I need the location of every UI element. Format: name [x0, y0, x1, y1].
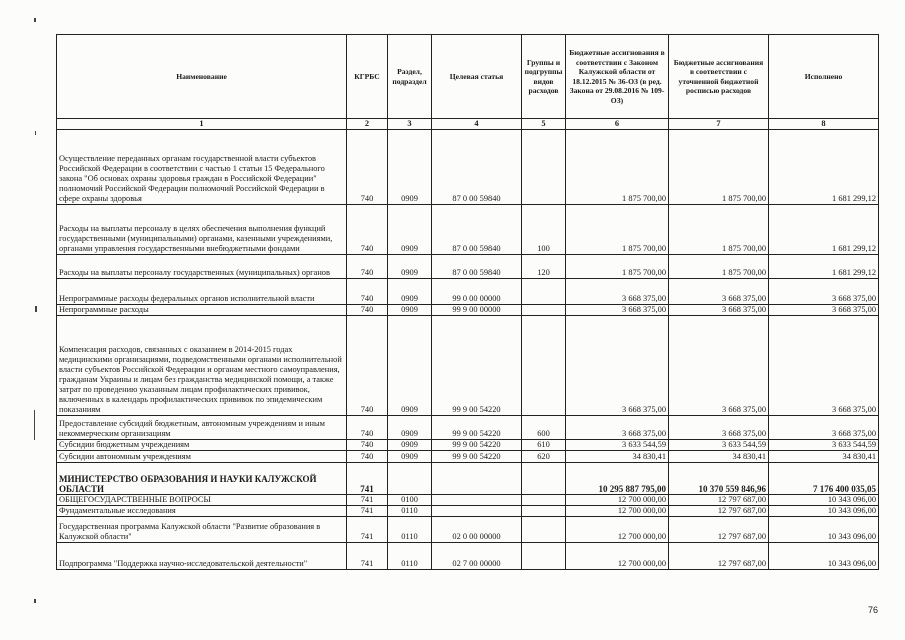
row-target: 99 9 00 54220 [432, 416, 522, 440]
row-law: 10 295 887 795,00 [566, 463, 669, 495]
row-section: 0909 [388, 205, 432, 255]
row-group [522, 543, 566, 570]
col-header-updated: Бюджетные ассигнования в соответствии с уточненной бюджетной росписью расходов [669, 35, 769, 119]
row-law: 1 875 700,00 [566, 130, 669, 205]
row-executed: 1 681 299,12 [769, 205, 879, 255]
row-updated: 1 875 700,00 [669, 130, 769, 205]
row-executed: 10 343 096,00 [769, 506, 879, 517]
row-law: 3 668 375,00 [566, 316, 669, 416]
col-header-law: Бюджетные ассигнования в соответствии с Законом Калужской области от 18.12.2015 № 36-ОЗ (в ред. Закона от 29.08.2016 № 109-ОЗ) [566, 35, 669, 119]
column-number: 7 [669, 119, 769, 130]
row-group [522, 463, 566, 495]
row-name: Расходы на выплаты персоналу в целях обеспечения выполнения функций государственными (муниципальными) органами, казенными учреждениями, органами управления государственными внебюджетными фондами [57, 205, 347, 255]
row-kgrbs: 740 [347, 416, 388, 440]
row-law: 12 700 000,00 [566, 506, 669, 517]
row-section: 0909 [388, 451, 432, 463]
row-target: 87 0 00 59840 [432, 205, 522, 255]
table-row [57, 543, 879, 570]
row-law: 3 668 375,00 [566, 416, 669, 440]
row-section: 0909 [388, 255, 432, 279]
row-name: Подпрограмма "Поддержка научно-исследовательской деятельности" [57, 543, 347, 570]
row-group: 120 [522, 255, 566, 279]
table-row [57, 495, 879, 506]
table-row [57, 506, 879, 517]
row-law: 3 668 375,00 [566, 279, 669, 305]
row-target: 99 9 00 54220 [432, 440, 522, 451]
row-kgrbs: 740 [347, 451, 388, 463]
row-updated: 3 668 375,00 [669, 416, 769, 440]
row-executed: 10 343 096,00 [769, 543, 879, 570]
row-target: 87 0 00 59840 [432, 255, 522, 279]
table-row [57, 316, 879, 416]
row-name: Государственная программа Калужской области "Развитие образования в Калужской области" [57, 517, 347, 543]
row-executed: 7 176 400 035,05 [769, 463, 879, 495]
table-row [57, 451, 879, 463]
row-executed: 1 681 299,12 [769, 130, 879, 205]
row-group: 610 [522, 440, 566, 451]
row-name: Компенсация расходов, связанных с оказанием в 2014-2015 годах медицинскими организациями, подведомственными органами исполнительной власти субъектов Российской Федерации и органам местного самоуправления, гражданам Украины и лицам без гражданства медицинской помощи, а также затрат по проведению указанным лицам профилактических прививок, включенных в календарь профилактических прививок по эпидемическим показаниям [57, 316, 347, 416]
row-section: 0909 [388, 416, 432, 440]
row-updated: 3 633 544,59 [669, 440, 769, 451]
row-target: 99 9 00 54220 [432, 316, 522, 416]
scan-mark [35, 306, 37, 312]
row-updated: 1 875 700,00 [669, 255, 769, 279]
row-kgrbs: 741 [347, 463, 388, 495]
table-row [57, 463, 879, 495]
row-kgrbs: 740 [347, 279, 388, 305]
row-name: МИНИСТЕРСТВО ОБРАЗОВАНИЯ И НАУКИ КАЛУЖСКОЙ ОБЛАСТИ [57, 463, 347, 495]
row-target: 99 9 00 00000 [432, 305, 522, 316]
col-header-groups: Группы и подгруппы видов расходов [522, 35, 566, 119]
row-section: 0909 [388, 279, 432, 305]
page-number: 76 [868, 605, 879, 615]
row-updated: 3 668 375,00 [669, 279, 769, 305]
row-kgrbs: 740 [347, 305, 388, 316]
row-section: 0110 [388, 543, 432, 570]
row-law: 1 875 700,00 [566, 205, 669, 255]
row-section: 0110 [388, 517, 432, 543]
row-group [522, 506, 566, 517]
table-row [57, 517, 879, 543]
row-target [432, 506, 522, 517]
row-target: 02 0 00 00000 [432, 517, 522, 543]
row-executed: 10 343 096,00 [769, 495, 879, 506]
row-updated: 3 668 375,00 [669, 316, 769, 416]
row-name: Субсидии автономным учреждениям [57, 451, 347, 463]
row-kgrbs: 740 [347, 205, 388, 255]
row-kgrbs: 740 [347, 255, 388, 279]
column-number: 4 [432, 119, 522, 130]
col-header-kgrbs: КГРБС [347, 35, 388, 119]
row-section: 0909 [388, 440, 432, 451]
row-updated: 12 797 687,00 [669, 506, 769, 517]
column-number: 1 [57, 119, 347, 130]
row-name: Осуществление переданных органам государственной власти субъектов Российской Федерации в соответствии с частью 1 статьи 15 Федерального закона "Об основах охраны здоровья граждан в Российской Федерации" полномочий Российской Федерации полномочий Российской Федерации в сфере охраны здоровья [57, 130, 347, 205]
column-number: 2 [347, 119, 388, 130]
row-updated: 10 370 559 846,96 [669, 463, 769, 495]
row-executed: 3 668 375,00 [769, 416, 879, 440]
row-name: Расходы на выплаты персоналу государственных (муниципальных) органов [57, 255, 347, 279]
row-executed: 3 668 375,00 [769, 279, 879, 305]
row-updated: 12 797 687,00 [669, 495, 769, 506]
row-name: Непрограммные расходы [57, 305, 347, 316]
table-row [57, 416, 879, 440]
row-kgrbs: 740 [347, 130, 388, 205]
column-number-row [57, 119, 879, 130]
row-name: Предоставление субсидий бюджетным, автономным учреждениям и иным некоммерческим организациям [57, 416, 347, 440]
row-section: 0110 [388, 506, 432, 517]
row-name: ОБЩЕГОСУДАРСТВЕННЫЕ ВОПРОСЫ [57, 495, 347, 506]
row-kgrbs: 741 [347, 543, 388, 570]
col-header-target: Целевая статья [432, 35, 522, 119]
row-kgrbs: 741 [347, 495, 388, 506]
row-target: 99 0 00 00000 [432, 279, 522, 305]
row-kgrbs: 741 [347, 506, 388, 517]
row-kgrbs: 741 [347, 517, 388, 543]
row-section: 0100 [388, 495, 432, 506]
row-law: 3 633 544,59 [566, 440, 669, 451]
scan-mark [34, 18, 36, 22]
table-row [57, 130, 879, 205]
row-name: Непрограммные расходы федеральных органов исполнительной власти [57, 279, 347, 305]
row-kgrbs: 740 [347, 440, 388, 451]
row-group [522, 517, 566, 543]
row-executed: 3 633 544,59 [769, 440, 879, 451]
row-updated: 12 797 687,00 [669, 543, 769, 570]
col-header-executed: Исполнено [769, 35, 879, 119]
row-executed: 3 668 375,00 [769, 316, 879, 416]
scan-mark [35, 131, 36, 135]
row-executed: 34 830,41 [769, 451, 879, 463]
row-group [522, 279, 566, 305]
row-target [432, 463, 522, 495]
budget-table [56, 34, 879, 570]
row-group [522, 305, 566, 316]
row-group: 100 [522, 205, 566, 255]
row-target: 02 7 00 00000 [432, 543, 522, 570]
col-header-name: Наименование [57, 35, 347, 119]
table-row [57, 255, 879, 279]
row-kgrbs: 740 [347, 316, 388, 416]
row-executed: 1 681 299,12 [769, 255, 879, 279]
scan-mark [34, 599, 36, 603]
row-law: 12 700 000,00 [566, 517, 669, 543]
row-target [432, 495, 522, 506]
row-target: 87 0 00 59840 [432, 130, 522, 205]
column-number: 6 [566, 119, 669, 130]
row-law: 34 830,41 [566, 451, 669, 463]
table-row [57, 205, 879, 255]
row-updated: 3 668 375,00 [669, 305, 769, 316]
scan-mark [34, 410, 35, 440]
row-updated: 34 830,41 [669, 451, 769, 463]
row-updated: 12 797 687,00 [669, 517, 769, 543]
row-law: 12 700 000,00 [566, 495, 669, 506]
row-section [388, 463, 432, 495]
column-number: 5 [522, 119, 566, 130]
row-section: 0909 [388, 130, 432, 205]
table-header-row [57, 35, 879, 119]
row-group: 600 [522, 416, 566, 440]
row-law: 1 875 700,00 [566, 255, 669, 279]
row-law: 12 700 000,00 [566, 543, 669, 570]
table-row [57, 305, 879, 316]
row-group [522, 316, 566, 416]
row-executed: 10 343 096,00 [769, 517, 879, 543]
row-law: 3 668 375,00 [566, 305, 669, 316]
row-section: 0909 [388, 305, 432, 316]
row-group [522, 495, 566, 506]
row-updated: 1 875 700,00 [669, 205, 769, 255]
col-header-section: Раздел, подраздел [388, 35, 432, 119]
row-group [522, 130, 566, 205]
column-number: 8 [769, 119, 879, 130]
row-section: 0909 [388, 316, 432, 416]
row-name: Субсидии бюджетным учреждениям [57, 440, 347, 451]
column-number: 3 [388, 119, 432, 130]
table-row [57, 440, 879, 451]
row-name: Фундаментальные исследования [57, 506, 347, 517]
row-target: 99 9 00 54220 [432, 451, 522, 463]
row-executed: 3 668 375,00 [769, 305, 879, 316]
row-group: 620 [522, 451, 566, 463]
table-row [57, 279, 879, 305]
